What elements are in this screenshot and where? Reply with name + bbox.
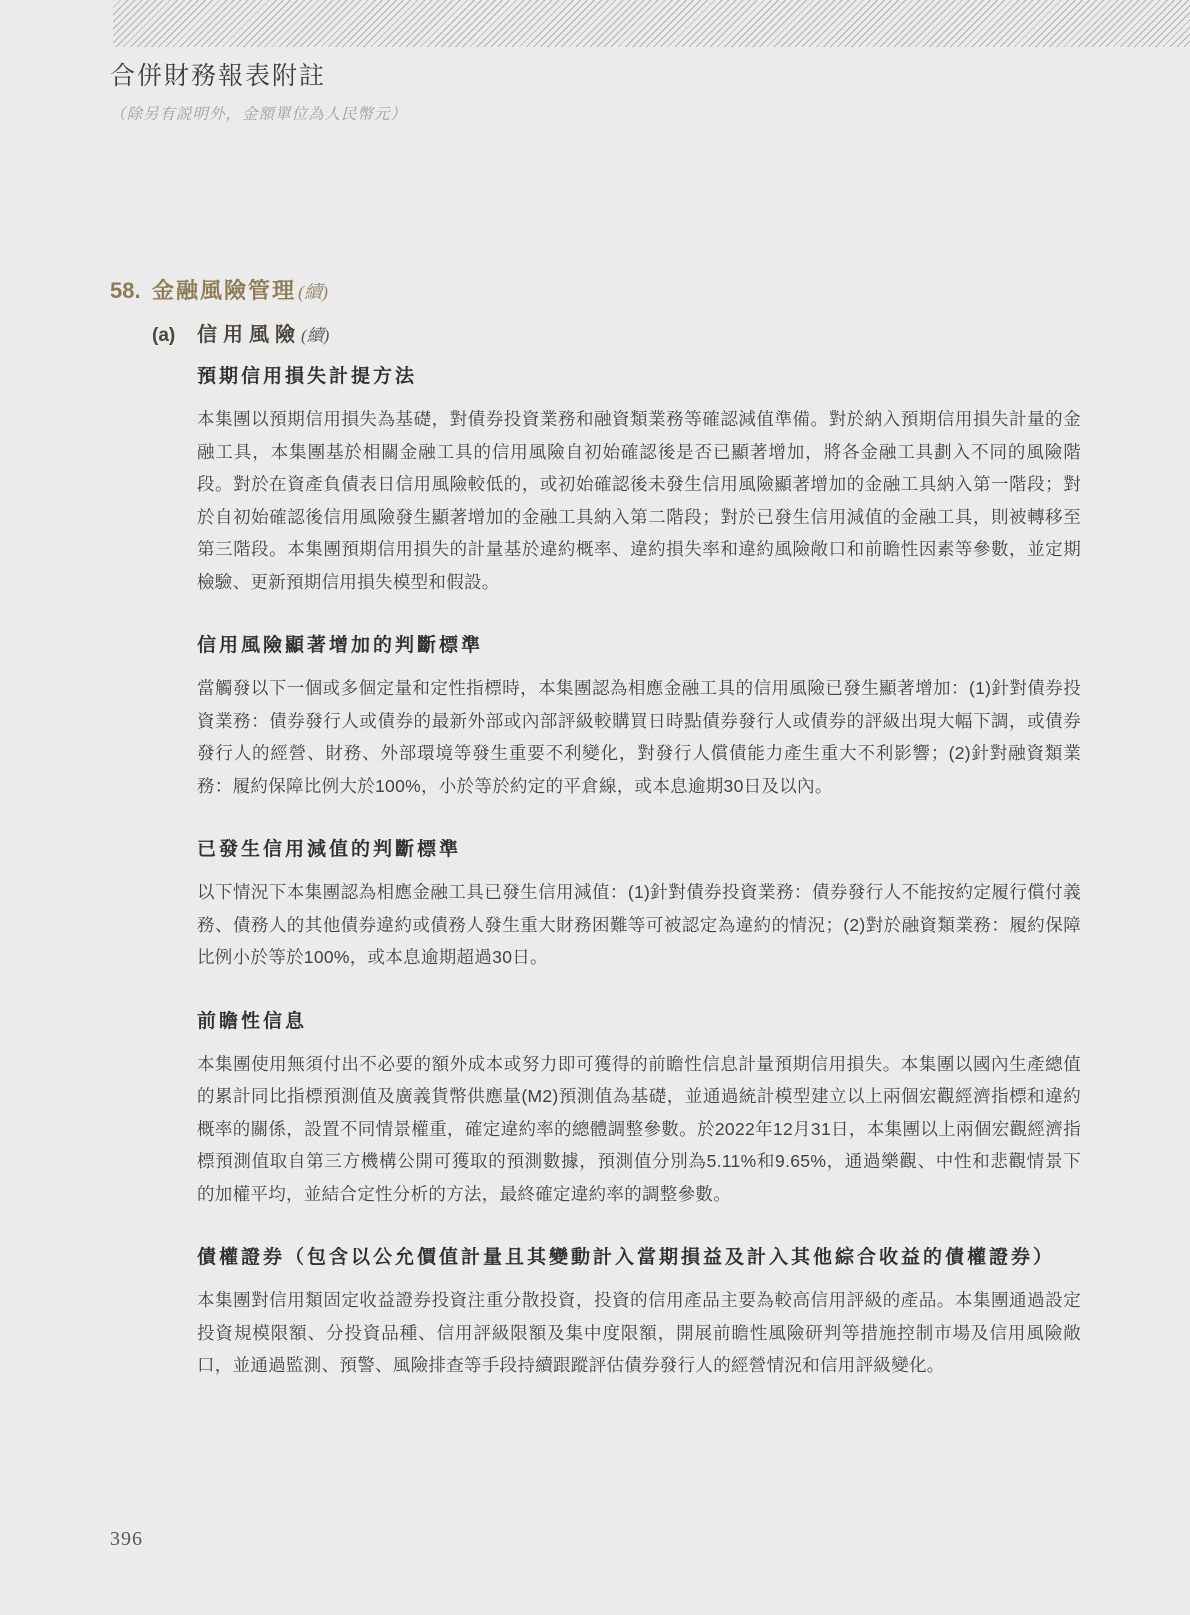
block-heading: 債權證券（包含以公允價值計量且其變動計入當期損益及計入其他綜合收益的債權證券）	[197, 1247, 1056, 1268]
document-header	[110, 56, 407, 124]
content-block	[197, 1009, 1081, 1211]
subsection-heading	[152, 318, 329, 347]
hatched-banner	[113, 0, 1190, 47]
section-number: 58.	[110, 278, 141, 303]
content-column	[197, 364, 1081, 1417]
subsection-label: (a)	[152, 325, 176, 346]
block-paragraph: 本集團使用無須付出不必要的額外成本或努力即可獲得的前瞻性信息計量預期信用損失。本集團以國內生產總值的累計同比指標預測值及廣義貨幣供應量(M2)預測值為基礎，並通過統計模型建立以上兩個宏觀經濟指標和違約概率的關係，設置不同情景權重，確定違約率的總體調整參數。於2022年12月31日，本集團以上兩個宏觀經濟指標預測值取自第三方機構公開可獲取的預測數據，預測值分別為5.11%和9.65%，通過樂觀、中性和悲觀情景下的加權平均，並結合定性分析的方法，最終確定違約率的調整參數。	[197, 1053, 1081, 1204]
block-paragraph: 本集團以預期信用損失為基礎，對債券投資業務和融資類業務等確認減值準備。對於納入預期信用損失計量的金融工具，本集團基於相關金融工具的信用風險自初始確認後是否已顯著增加，將各金融工具劃入不同的風險階段。對於在資產負債表日信用風險較低的，或初始確認後未發生信用風險顯著增加的金融工具納入第一階段；對於自初始確認後信用風險發生顯著增加的金融工具納入第二階段；對於已發生信用減值的金融工具，則被轉移至第三階段。本集團預期信用損失的計量基於違約概率、違約損失率和違約風險敞口和前瞻性因素等參數，並定期檢驗、更新預期信用損失模型和假設。	[197, 409, 1081, 592]
content-block	[197, 364, 1081, 598]
subsection-title: 信用風險	[197, 324, 301, 346]
subsection-continued-marker: (續)	[301, 326, 330, 345]
block-paragraph: 本集團對信用類固定收益證券投資注重分散投資，投資的信用產品主要為較高信用評級的產品。本集團通過設定投資規模限額、分投資品種、信用評級限額及集中度限額，開展前瞻性風險研判等措施控制市場及信用風險敞口，並通過監測、預警、風險排查等手段持續跟蹤評估債券發行人的經營情況和信用評級變化。	[197, 1290, 1081, 1375]
document-title: 合併財務報表附註	[110, 63, 327, 90]
block-heading: 前瞻性信息	[197, 1010, 308, 1032]
document-subtitle: （除另有説明外，金額單位為人民幣元）	[110, 106, 408, 123]
content-block	[197, 633, 1081, 802]
section-heading	[110, 274, 328, 305]
page-number: 396	[110, 1528, 143, 1550]
block-paragraph: 當觸發以下一個或多個定量和定性指標時，本集團認為相應金融工具的信用風險已發生顯著增加：(1)針對債券投資業務：債券發行人或債券的最新外部或內部評級較購買日時點債券發行人或債券的評級出現大幅下調，或債券發行人的經營、財務、外部環境等發生重要不利變化，對發行人償債能力產生重大不利影響；(2)針對融資類業務：履約保障比例大於100%，小於等於約定的平倉線，或本息逾期30日及以內。	[197, 678, 1081, 796]
content-block	[197, 837, 1081, 974]
block-heading: 預期信用損失計提方法	[197, 366, 418, 387]
block-paragraph: 以下情況下本集團認為相應金融工具已發生信用減值：(1)針對債券投資業務：債券發行人不能按約定履行償付義務、債務人的其他債券違約或債務人發生重大財務困難等可被認定為違約的情況；(2)對於融資類業務：履約保障比例小於等於100%，或本息逾期超過30日。	[197, 882, 1081, 967]
section-title: 金融風險管理	[152, 278, 297, 303]
section-continued-marker: (續)	[298, 282, 329, 302]
block-heading: 信用風險顯著增加的判斷標準	[197, 635, 484, 656]
block-heading: 已發生信用減值的判斷標準	[197, 839, 462, 860]
content-block	[197, 1245, 1081, 1382]
